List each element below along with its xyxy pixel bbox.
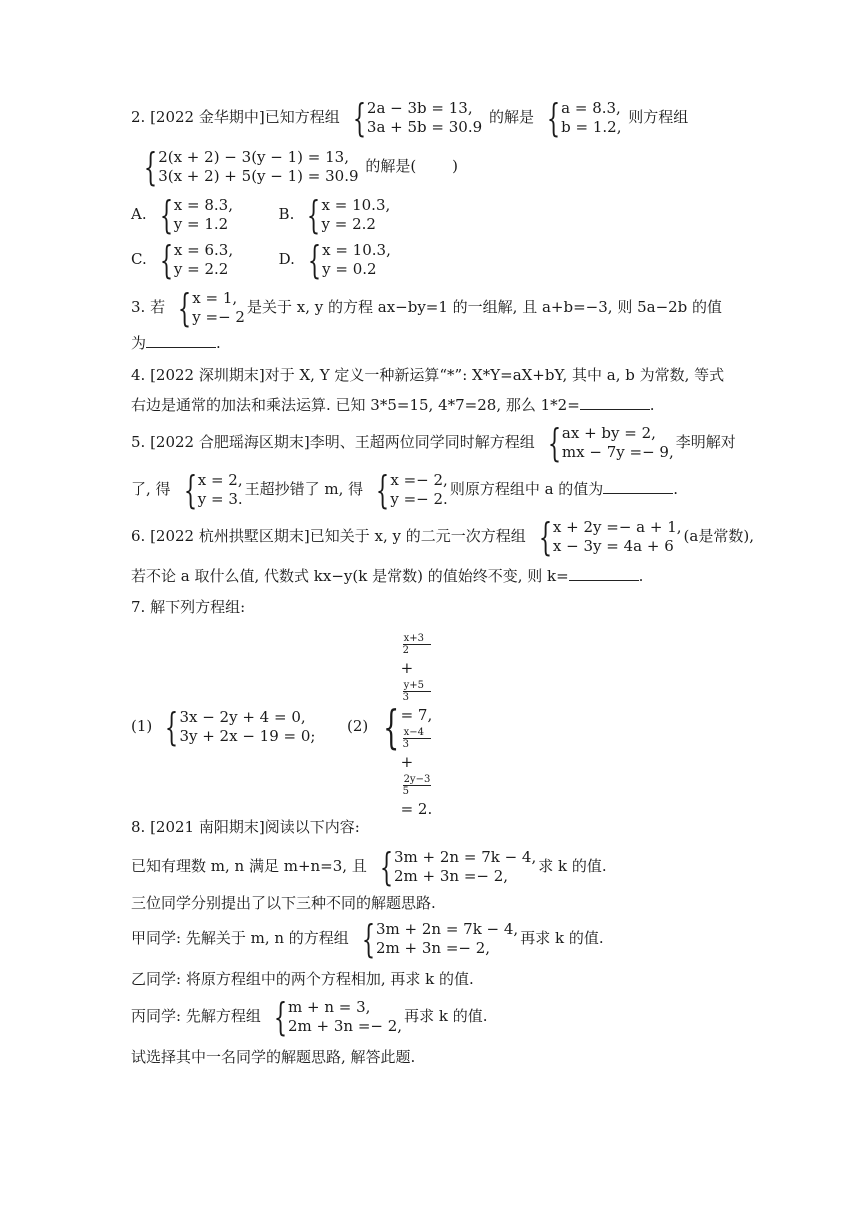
eq: m + n = 3, (288, 998, 371, 1016)
eq: x = 1, (192, 289, 238, 307)
q2-options-cd (131, 238, 393, 282)
eq: 2m + 3n =− 2, (288, 1017, 403, 1035)
eq: 2(x + 2) − 3(y − 1) = 13, (158, 148, 349, 166)
eq: 3x − 2y + 4 = 0, (179, 708, 306, 726)
q4-line1: 4. [2022 深圳期末]对于 X, Y 定义一种新运算“*”: X*Y=aX+bY, 其中 a, b 为常数, 等式 (131, 366, 725, 384)
q5-text: 则原方程组中 a 的值为 (449, 480, 604, 498)
q8-text: 甲同学: 先解关于 m, n 的方程组 (131, 929, 349, 947)
answer-blank[interactable] (603, 479, 673, 494)
q8-text: 已知有理数 m, n 满足 m+n=3, 且 (131, 857, 367, 875)
eq: y = 2.2 (321, 215, 376, 233)
eq: x = 8.3, (173, 196, 233, 214)
q2-system-2: { 2(x + 2) − 3(y − 1) = 13, 3(x + 2) + 5(y − 1) = 30.9 (143, 145, 359, 189)
q6-text: (a是常数), (683, 527, 754, 545)
eq: y = 2.2 (173, 260, 229, 278)
q8-system: { 3m + 2n = 7k − 4, 2m + 3n =− 2, (379, 845, 537, 889)
q3-text: . (216, 334, 221, 352)
eq: y = 3. (197, 490, 243, 508)
q5-line1 (131, 421, 736, 465)
option-a: A. { x = 8.3, y = 1.2 (131, 193, 233, 237)
q7-title: 7. 解下列方程组: (131, 598, 246, 616)
eq: x−4 3 + 2y−3 5 = 2. (400, 727, 433, 818)
option-label: B. (278, 205, 295, 223)
eq: y = 0.2 (322, 260, 377, 278)
eq: y =− 2. (390, 490, 448, 508)
eq: 3a + 5b = 30.9 (366, 118, 483, 136)
answer-blank[interactable] (569, 566, 639, 581)
q2-options-ab (131, 193, 392, 237)
q6-line2 (131, 565, 643, 587)
q8-line2 (131, 845, 607, 889)
eq: 3m + 2n = 7k − 4, (375, 920, 519, 938)
q3-text: 是关于 x, y 的方程 ax−by=1 的一组解, 且 a+b=−3, 则 5a−2b 的值 (246, 298, 723, 316)
q5-text: 王超抄错了 m, 得 (244, 480, 364, 498)
q4-text: 右边是通常的加法和乘法运算. 已知 3*5=15, 4*7=28, 那么 1*2= (131, 396, 580, 414)
eq: mx − 7y =− 9, (561, 443, 674, 461)
q5-solution-1: { x = 2, y = 3. (183, 468, 243, 512)
q5-solution-2: { x =− 2, y =− 2. (376, 468, 448, 512)
q8-text: 丙同学: 先解方程组 (131, 1007, 261, 1025)
option-label: D. (278, 250, 295, 268)
option-c: C. { x = 6.3, y = 2.2 (131, 238, 234, 282)
eq: x = 6.3, (173, 241, 234, 259)
q3-line1 (131, 286, 723, 330)
q8-bing (131, 995, 488, 1039)
q6-text: . (638, 567, 644, 585)
option-d: D. { x = 10.3, y = 0.2 (278, 238, 391, 282)
q6-system: { x + 2y =− a + 1, x − 3y = 4a + 6 (538, 515, 682, 559)
q3-text: 3. 若 (131, 298, 166, 316)
q7-system-1: { 3x − 2y + 4 = 0, 3y + 2x − 19 = 0; (165, 705, 316, 749)
eq: y = 1.2 (173, 215, 229, 233)
q8-jia-system: { 3m + 2n = 7k − 4, 2m + 3n =− 2, (361, 917, 519, 961)
q2-text: 的解是( (365, 157, 417, 175)
q2-text: 2. [2022 金华期中]已知方程组 (131, 108, 340, 126)
eq: 2m + 3n =− 2, (394, 867, 509, 885)
q8-yi: 乙同学: 将原方程组中的两个方程相加, 再求 k 的值. (131, 970, 474, 988)
q6-line1 (131, 515, 754, 559)
q5-text: 李明解对 (675, 433, 736, 451)
eq: b = 1.2, (561, 118, 622, 136)
eq: x = 2, (197, 471, 243, 489)
eq: 3y + 2x − 19 = 0; (179, 727, 316, 745)
q7-systems (131, 633, 435, 821)
eq: x+3 2 + y+5 3 = 7, (400, 633, 433, 724)
q2-line1 (131, 96, 689, 140)
answer-blank[interactable] (146, 333, 216, 348)
eq: 3(x + 2) + 5(y − 1) = 30.9 (158, 167, 359, 185)
q2-solution: { a = 8.3, b = 1.2, (546, 96, 622, 140)
q5-line2 (131, 468, 679, 512)
eq: x = 10.3, (321, 196, 391, 214)
q4-text: . (649, 396, 655, 414)
eq: y =− 2 (192, 308, 245, 326)
answer-blank[interactable] (580, 395, 650, 410)
q5-text: 5. [2022 合肥瑶海区期末]李明、王超两位同学同时解方程组 (131, 433, 535, 451)
q3-system: { x = 1, y =− 2 (177, 286, 245, 330)
eq: 3m + 2n = 7k − 4, (394, 848, 537, 866)
q2-system-1: { 2a − 3b = 13, 3a + 5b = 30.9 (352, 96, 483, 140)
q4-line2 (131, 394, 655, 416)
eq: x =− 2, (390, 471, 448, 489)
q5-text: . (673, 480, 679, 498)
option-b: B. { x = 10.3, y = 2.2 (278, 193, 391, 237)
eq: ax + by = 2, (561, 424, 656, 442)
eq: a = 8.3, (561, 99, 621, 117)
eq: 2a − 3b = 13, (366, 99, 473, 117)
eq: 2m + 3n =− 2, (375, 939, 491, 957)
q7-label: (2) (347, 717, 369, 735)
q7-label: (1) (131, 717, 153, 735)
eq: x = 10.3, (322, 241, 391, 259)
q3-text: 为 (131, 334, 147, 352)
q2-text: ) (452, 157, 459, 175)
q8-text: 再求 k 的值. (520, 929, 604, 947)
eq: x + 2y =− a + 1, (552, 518, 682, 536)
q8-text: 求 k 的值. (538, 857, 607, 875)
eq: x − 3y = 4a + 6 (552, 537, 674, 555)
q8-title: 8. [2021 南阳期末]阅读以下内容: (131, 818, 360, 836)
q5-system: { ax + by = 2, mx − 7y =− 9, (547, 421, 674, 465)
q8-bing-system: { m + n = 3, 2m + 3n =− 2, (273, 995, 403, 1039)
q2-text: 则方程组 (628, 108, 689, 126)
q8-last: 试选择其中一名同学的解题思路, 解答此题. (131, 1048, 416, 1066)
q6-text: 若不论 a 取什么值, 代数式 kx−y(k 是常数) 的值始终不变, 则 k= (131, 567, 569, 585)
q8-jia (131, 917, 604, 961)
q6-text: 6. [2022 杭州拱墅区期末]已知关于 x, y 的二元一次方程组 (131, 527, 526, 545)
option-label: C. (131, 250, 147, 268)
q5-text: 了, 得 (131, 480, 171, 498)
q7-system-2: { x+3 2 + y+5 3 = 7, x−4 3 + 2y−3 5 = 2. (370, 633, 433, 821)
q3-line2 (131, 332, 221, 354)
q2-line2 (131, 145, 459, 189)
q8-line3: 三位同学分别提出了以下三种不同的解题思路. (131, 894, 436, 912)
option-label: A. (131, 205, 147, 223)
q2-text: 的解是 (488, 108, 534, 126)
q8-text: 再求 k 的值. (404, 1007, 488, 1025)
